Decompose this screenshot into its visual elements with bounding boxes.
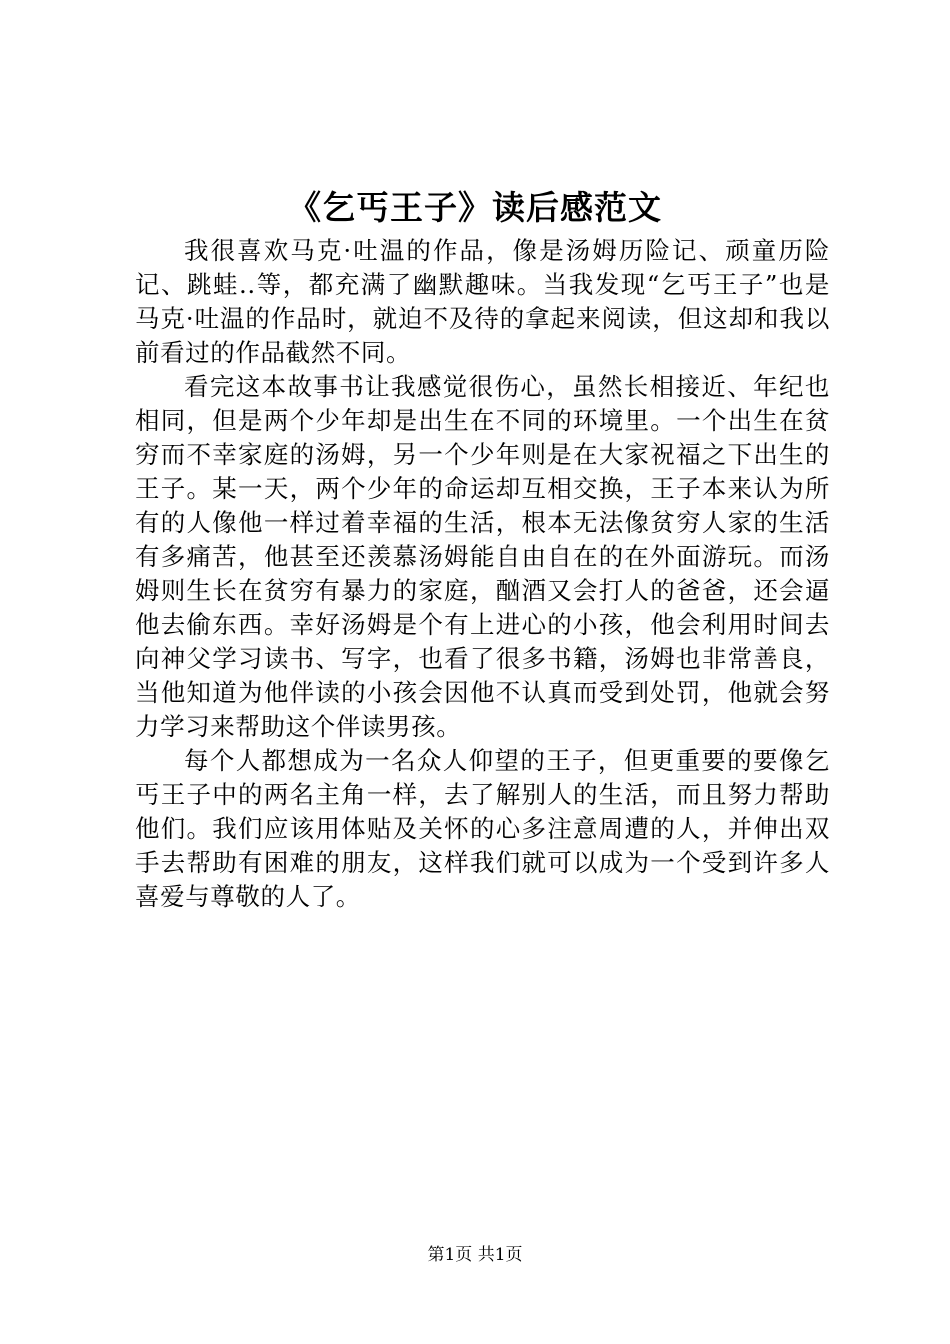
document-title: 《乞丐王子》读后感范文 — [288, 188, 662, 227]
paragraph-2: 看完这本故事书让我感觉很伤心，虽然长相接近、年纪也相同，但是两个少年却是出生在不同的环境里。一个出生在贫穷而不幸家庭的汤姆，另一个少年则是在大家祝福之下出生的王子。某一天，两个少年的命运却互相交换，王子本来认为所有的人像他一样过着幸福的生活，根本无法像贫穷人家的生活有多痛苦，他甚至还羡慕汤姆能自由自在的在外面游玩。而汤姆则生长在贫穷有暴力的家庭，酗酒又会打人的爸爸，还会逼他去偷东西。幸好汤姆是个有上进心的小孩，他会利用时间去向神父学习读书、写字，也看了很多书籍，汤姆也非常善良，当他知道为他伴读的小孩会因他不认真而受到处罚，他就会努力学习来帮助这个伴读男孩。 — [135, 372, 830, 741]
page-number-footer: 第1页 共1页 — [427, 1245, 523, 1265]
paragraph-3: 每个人都想成为一名众人仰望的王子，但更重要的要像乞丐王子中的两名主角一样，去了解别人的生活，而且努力帮助他们。我们应该用体贴及关怀的心多注意周遭的人，并伸出双手去帮助有困难的朋友，这样我们就可以成为一个受到许多人喜爱与尊敬的人了。 — [135, 746, 830, 911]
document-body — [135, 234, 830, 914]
paragraph-1: 我很喜欢马克·吐温的作品，像是汤姆历险记、顽童历险记、跳蛙..等，都充满了幽默趣味。当我发现“乞丐王子”也是马克·吐温的作品时，就迫不及待的拿起来阅读，但这却和我以前看过的作品截然不同。 — [135, 236, 830, 367]
